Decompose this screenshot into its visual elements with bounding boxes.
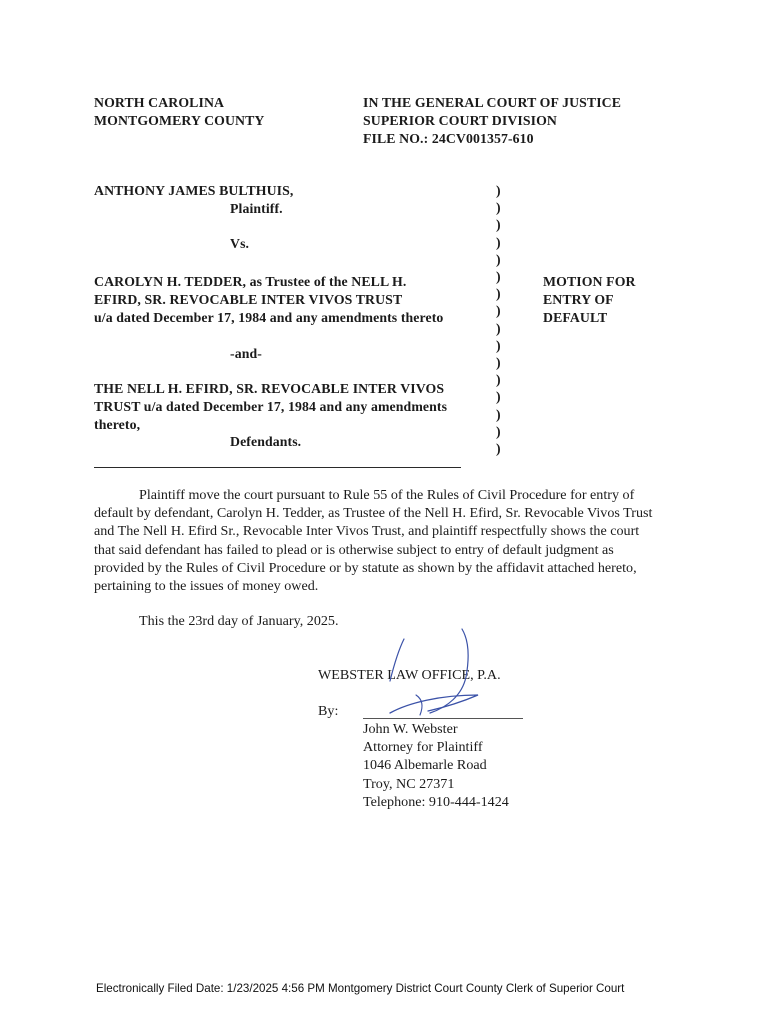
paren: ) — [496, 372, 501, 388]
paren: ) — [496, 217, 501, 233]
division-line: SUPERIOR COURT DIVISION — [363, 113, 557, 128]
date-line: This the 23rd day of January, 2025. — [139, 613, 339, 629]
file-number-line: FILE NO.: 24CV001357-610 — [363, 131, 534, 146]
signer-title: Attorney for Plaintiff — [363, 739, 483, 756]
paren: ) — [496, 389, 501, 405]
and-label: -and- — [230, 346, 262, 361]
court-venue-left — [94, 94, 264, 130]
defendant-2-block — [94, 380, 447, 434]
caption-rule — [94, 467, 461, 468]
paren: ) — [496, 337, 501, 353]
signer-block — [363, 720, 509, 811]
state-line: NORTH CAROLINA — [94, 95, 225, 110]
paren: ) — [496, 200, 501, 216]
defendant-1-block — [94, 273, 443, 327]
versus-label: Vs. — [230, 236, 250, 251]
plaintiff-role: Plaintiff. — [230, 201, 283, 216]
electronic-filing-stamp: Electronically Filed Date: 1/23/2025 4:56 PM Montgomery District Court County Clerk of Superior Court — [96, 982, 625, 995]
defendants-role: Defendants. — [230, 434, 302, 449]
county-line: MONTGOMERY COUNTY — [94, 113, 265, 128]
paragraph-line: and The Nell H. Efird Sr., Revocable Inter Vivos Trust, and plaintiff respectfully shows the court — [94, 523, 640, 540]
paren: ) — [496, 183, 501, 198]
paragraph-line: pertaining to the issues of money owed. — [94, 578, 319, 595]
paren: ) — [496, 303, 501, 319]
court-venue-right — [363, 94, 621, 148]
firm-name: WEBSTER LAW OFFICE, P.A. — [318, 667, 501, 683]
paragraph-line: Plaintiff move the court pursuant to Rule 55 of the Rules of Civil Procedure for entry of — [139, 487, 635, 503]
motion-paragraph — [94, 486, 684, 595]
paren: ) — [496, 286, 501, 302]
signer-city: Troy, NC 27371 — [363, 775, 455, 792]
defendant-2-line: TRUST u/a dated December 17, 1984 and any amendments — [94, 399, 448, 414]
paragraph-line: that said defendant has failed to plead or is otherwise subject to entry of default judgment as — [94, 541, 614, 558]
motion-title-line: DEFAULT — [543, 310, 608, 325]
paren: ) — [496, 234, 501, 250]
defendant-2-line: THE NELL H. EFIRD, SR. REVOCABLE INTER VIVOS — [94, 381, 445, 396]
caption-parentheses — [496, 182, 501, 457]
paren: ) — [496, 251, 501, 267]
paren: ) — [496, 441, 501, 457]
defendant-1-line: CAROLYN H. TEDDER, as Trustee of the NELL H. — [94, 274, 407, 289]
defendant-1-line: EFIRD, SR. REVOCABLE INTER VIVOS TRUST — [94, 292, 403, 307]
handwritten-signature — [360, 625, 490, 725]
paren: ) — [496, 355, 501, 371]
paragraph-line: default by defendant, Carolyn H. Tedder, as Trustee of the Nell H. Efird, Sr. Revocable Vivos Trust — [94, 505, 653, 522]
signer-name: John W. Webster — [363, 721, 458, 737]
signer-phone: Telephone: 910-444-1424 — [363, 793, 509, 810]
defendant-2-line: thereto, — [94, 417, 141, 432]
paren: ) — [496, 423, 501, 439]
paren: ) — [496, 320, 501, 336]
court-name-line: IN THE GENERAL COURT OF JUSTICE — [363, 95, 622, 110]
paragraph-line: provided by the Rules of Civil Procedure or by statute as shown by the affidavit attached hereto, — [94, 559, 637, 576]
defendant-1-line: u/a dated December 17, 1984 and any amendments thereto — [94, 310, 444, 325]
motion-title — [543, 273, 636, 327]
motion-title-line: MOTION FOR — [543, 274, 636, 289]
by-label: By: — [318, 703, 339, 719]
paren: ) — [496, 406, 501, 422]
paren: ) — [496, 269, 501, 285]
signer-street: 1046 Albemarle Road — [363, 757, 487, 774]
motion-title-line: ENTRY OF — [543, 292, 614, 307]
plaintiff-name: ANTHONY JAMES BULTHUIS, — [94, 183, 294, 198]
